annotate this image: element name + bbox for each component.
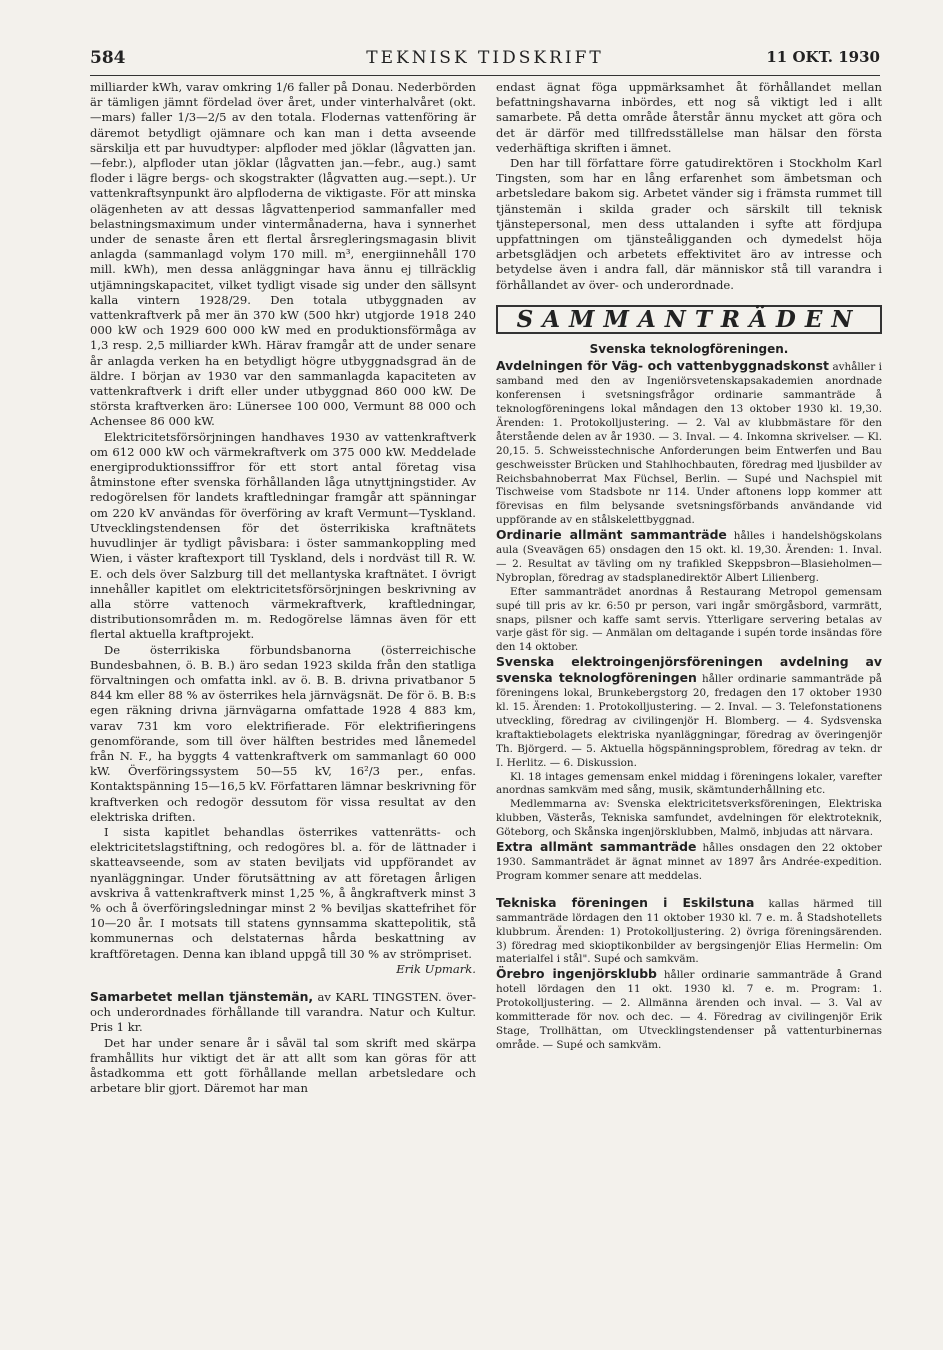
- section-banner: SAMMANTRÄDEN: [496, 305, 882, 334]
- event-text: [496, 967, 882, 1052]
- event-lead: Ordinarie allmänt sammanträde: [496, 527, 727, 543]
- events-list: [496, 359, 882, 1053]
- event-body: håller ordinarie sammanträde å Grand hotell lördagen den 11 okt. 1930 kl. 7 e. m. Program: 1. Protokolljustering. — 2. Allmänna ärenden och inval. — 3. Val av kommitterade för nov. och dec. — 4. Föredrag av civilingenjör Erik Stage, Trollhättan, om Utvecklingstendenser på vattenturbinernas område. — Supé och samkväm.: [496, 969, 882, 1051]
- event-paragraph: Efter sammanträdet anordnas å Restaurang Metropol gemensam supé till pris av kr. 6:50 pr person, vari ingår smörgåsbord, varmrätt, snaps, pilsner och kaffe samt servis. Ytterligare servering betalas av varje gäst för sig. — Anmälan om deltagande i supén torde insändas före den 14 oktober.: [496, 585, 882, 654]
- event-text: [496, 528, 882, 586]
- event-body: hålles onsdagen den 22 oktober 1930. Sammanträdet är ägnat minnet av 1897 års Andrée-expedition. Program kommer senare att meddelas.: [496, 842, 882, 882]
- event-lead: Extra allmänt sammanträde: [496, 839, 697, 855]
- body-paragraph: Elektricitetsförsörjningen handhaves 1930 av vattenkraftverk om 612 000 kW och värmekraftverk om 375 000 kW. Meddelade energiproduktionssiffror för ett stort antal företag visa åtminstone efter svenska förhållanden låga utnyttjningstider. Av redogörelsen för landets kraftledningar framgår att spänningar om 220 kV användas för överföring av kraft Vermunt—Tyskland. Utvecklingstendensen för det österrikiska kraftnätets huvudlinjer är tydligt påvisbara: i öster sammankoppling med Wien, i väster kraftexport till Tyskland, dels i nordväst till R. W. E. och dels över Salzburg till det mellantyska kraftnätet. I övrigt innehåller kapitlet om elektricitetsförsörjningen beskrivning av alla större vattenoch värmekraftverk, kraftledningar, distributionsområden m. m. Redogörelse lämnas även för ett flertal aktuella kraftprojekt.: [90, 429, 476, 642]
- event-lead: Tekniska föreningen i Eskilstuna: [496, 894, 755, 910]
- review-paragraph: Det har under senare år i såväl tal som skrift med skärpa framhållits hur viktigt det är att allt som kan göras för att åstadkomma ett gott förhållande mellan arbetsledare och arbetare blir gjort. Däremot har man: [90, 1035, 476, 1096]
- spacer: [90, 977, 476, 989]
- event-text: [496, 896, 882, 968]
- event-lead: Avdelningen för Väg- och vattenbyggnadskonst: [496, 358, 829, 374]
- page-number: 584: [90, 48, 126, 68]
- body-paragraph: De österrikiska förbundsbanorna (österreichische Bundesbahnen, ö. B. B.) äro sedan 1923 skilda från den statliga förvaltningen och omfatta inkl. av ö. B. B. drivna privatbanor 5 844 km eller 88 % av österrikes hela järnvägsnät. De för ö. B. B:s egen räkning drivna järnvägarna omfattade 1928 4 883 km, varav 731 km voro elektrifierade. För elektrifieringens genomförande, som till över hälften bestrides med lånemedel från N. F., ha byggts 4 vattenkraftverk om sammanlagt 60 000 kW. Överföringssystem 50—55 kV, 16²/3 per., enfas. Kontaktspänning 15—16,5 kV. Författaren lämnar beskrivning för kraftverken och redogör dessutom för vissa resultat av den elektriska driften.: [90, 642, 476, 824]
- event-body: hålles i handelshögskolans aula (Sveavägen 65) onsdagen den 15 okt. kl. 19,30. Ärenden: 1. Inval. — 2. Resultat av tävling om ny trafikled Skeppsbron—Blasieholmen—Nybroplan, föredrag av stadsplanedirektör Albert Lilienberg.: [496, 530, 882, 584]
- event-item: [496, 359, 882, 528]
- header-rule: [90, 75, 880, 76]
- event-lead: Örebro ingenjörsklubb: [496, 966, 657, 982]
- event-item: [496, 840, 882, 884]
- right-column: [496, 80, 882, 1053]
- event-text: [496, 655, 882, 770]
- event-text: [496, 840, 882, 884]
- event-item: [496, 896, 882, 968]
- society-heading: Svenska teknologföreningen.: [589, 342, 789, 357]
- issue-date: 11 OKT. 1930: [766, 48, 880, 66]
- review-details: av KARL TINGSTEN. över- och underordnades förhållande till varandra. Natur och Kultur. Pris 1 kr.: [90, 989, 476, 1035]
- event-item: [496, 655, 882, 840]
- event-item: [496, 967, 882, 1052]
- review-continued: endast ägnat föga uppmärksamhet åt förhållandet mellan befattningshavarna inbördes, ett nog så viktigt led i allt samarbete. På detta område återstår ännu mycket att göra och det är därför med tillfredsställelse man hälsar den första vederhäftiga skriften i ämnet.: [496, 80, 882, 155]
- event-lead: Svenska elektroingenjörsföreningen avdelning av svenska teknologföreningen: [496, 654, 882, 686]
- review-entry: [90, 989, 476, 1036]
- event-item: [496, 528, 882, 655]
- event-text: [496, 359, 882, 528]
- event-paragraph: Medlemmarna av: Svenska elektricitetsverksföreningen, Elektriska klubben, Västerås, Tekniska samfundet, avdelningen för elektroteknik, Göteborg, och Skånska ingenjörsklubben, Malmö, inbjudas att närvara.: [496, 798, 882, 839]
- author-signature: Erik Upmark.: [396, 961, 476, 976]
- body-paragraph: I sista kapitlet behandlas österrikes vattenrätts- och elektricitetslagstiftning, och redogöres bl. a. för de lättnader i skatteavseende, som av staten beviljats vid uppförandet av nyanläggningar. Under förutsättning av att företagen årligen avskriva å vattenkraftverk minst 1,25 %, å ångkraftverk minst 3 % och å överföringsledningar minst 2 % beviljas skattefrihet för 10—20 år. I motsats till statens gynnsamma skattepolitik, stå kommunernas och delstaternas hårda beskattning av kraftföretagen. Denna kan ibland uppgå till 30 % av strömpriset.: [90, 824, 476, 961]
- event-body: avhåller i samband med den av Ingeniörsvetenskapsakademien anordnade konferensen i svetsningsfrågor ordinarie sammanträde å teknologföreningens lokal måndagen den 13 oktober 1930 kl. 19,30. Ärenden: 1. Protokolljustering. — 2. Val av klubbmästare för den återstående delen av år 1930. — 3. Inval. — 4. Inkomna skrivelser. — Kl. 20,15. 5. Schweisstechnische Anforderungen beim Entwerfen und Bau geschweisster Brücken und Stahlhochbauten, föredrag med ljusbilder av Reichsbahnoberrat Max Füchsel, Berlin. — Supé und Nachspiel mit Tischweise vom Stadsbote nr 114. Under aftonens lopp kommer att förevisas en film belysande svetsningsförbands användande vid uppförande av en stålskelettbyggnad.: [496, 361, 882, 527]
- event-body: kallas härmed till sammanträde lördagen den 11 oktober 1930 kl. 7 e. m. å Stadshotellets klubbrum. Ärenden: 1) Protokolljustering. 2) övriga föreningsärenden. 3) föredrag med skioptikonbilder av bergsingenjör Elias Hermelin: Om materialfel i stål". Supé och samkväm.: [496, 897, 882, 966]
- left-column: [90, 80, 476, 1096]
- event-paragraph: Kl. 18 intages gemensam enkel middag i föreningens lokaler, varefter anordnas samkväm med sång, musik, skämtunderhållning etc.: [496, 770, 882, 797]
- review-title: Samarbetet mellan tjänstemän,: [90, 988, 314, 1004]
- page-header: [90, 44, 880, 74]
- event-body: håller ordinarie sammanträde på föreningens lokal, Brunkebergstorg 20, fredagen den 17 oktober 1930 kl. 15. Ärenden: 1. Protokolljustering. — 2. Inval. — 3. Telefonstationens utveckling, föredrag av civilingenjör H. Blomberg. — 4. Sydsvenska kraftaktiebolagets elektriska nyanläggningar, föredrag av överingenjör Th. Björgerd. — 5. Aktuella högspänningsproblem, föredrag av tekn. dr I. Herlitz. — 6. Diskussion.: [496, 673, 882, 769]
- body-paragraph: milliarder kWh, varav omkring 1/6 faller på Donau. Nederbörden är tämligen jämnt fördelad över året, under vinterhalvåret (okt.—mars) faller 1/3—2/5 av den totala. Flodernas vattenföring är däremot betydligt ojämnare och kan man i detta avseende särskilja ett par huvudtyper: alpfloder med jöklar (lågvatten jan.—febr.), alpfloder utan jöklar (lågvatten jan.—febr., aug.) samt floder i lägre bergs- och skogstrakter (lågvatten aug.—sept.). Ur vattenkraftsynpunkt äro alpfloderna de viktigaste. För att minska olägenheten av att dessas lågvattenperiod sammanfaller med belastningsmaximum under vintermånaderna, hava i synnerhet under de senaste åren ett flertal årsregleringsmagasin blivit anlagda (sammanlagd volym 170 mill. m³, energiinnehåll 170 mill. kWh), men dessa anläggningar hava ännu ej tillräcklig utjämningskapacitet, vilket tydligt visade sig under den sällsynt kalla vintern 1928/29. Den totala utbyggnaden av vattenkraftverk på mer än 370 kW (500 hkr) utgjorde 1918 240 000 kW och 1929 600 000 kW med en produktionsförmåga av 1,3 resp. 2,5 milliarder kWh. Härav framgår att de under senare år anlagda verken ha en betydligt högre utbyggnadsgrad än de äldre. I början av 1930 var den sammanlagda kapaciteten av vattenkraftverk i drift eller under utbyggnad 860 000 kW. De största kraftverken äro: Lünersee 100 000, Vermunt 88 000 och Achensee 86 000 kW.: [90, 80, 476, 429]
- journal-title: TEKNISK TIDSKRIFT: [366, 48, 604, 68]
- review-paragraph-2: Den har till författare förre gatudirektören i Stockholm Karl Tingsten, som har en lång erfarenhet som ämbetsman och arbetsledare bakom sig. Arbetet vänder sig i främsta rummet till tjänstemän i skilda grader och särskilt till teknisk tjänstepersonal, men dess uttalanden i syfte att fördjupa uppfattningen om tjänsteåligganden och dymedelst höja arbetsglädjen och arbetets effektivitet äro av intresse och betydelse även i andra fall, där människor stå till varandra i förhållandet av över- och underordnade.: [496, 156, 882, 292]
